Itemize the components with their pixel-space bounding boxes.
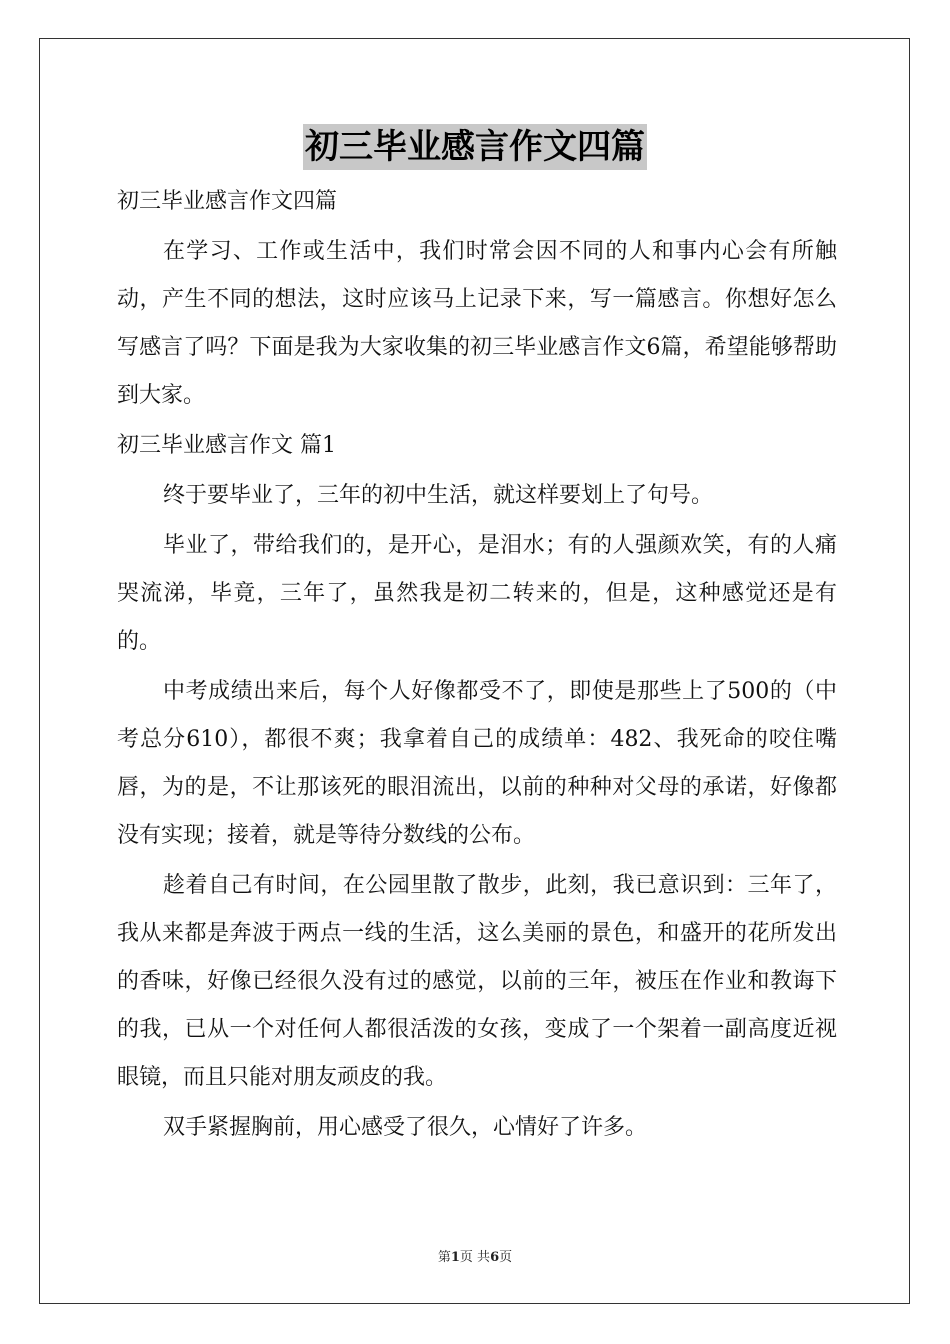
footer-suffix: 页 xyxy=(499,1250,513,1265)
body-paragraph: 毕业了，带给我们的，是开心，是泪水；有的人强颜欢笑，有的人痛哭流涕，毕竟，三年了，虽然我是初二转来的，但是，这种感觉还是有的。 xyxy=(117,533,837,654)
intro-paragraph: 在学习、工作或生活中，我们时常会因不同的人和事内心会有所触动，产生不同的想法，这时应该马上记录下来，写一篇感言。你想好怎么写感言了吗？下面是我为大家收集的初三毕业感言作文6篇，希望能够帮助到大家。 xyxy=(117,239,837,408)
document-title: 初三毕业感言作文四篇 xyxy=(303,124,647,170)
body-paragraph: 中考成绩出来后，每个人好像都受不了，即使是那些上了500的（中考总分610），都很不爽；我拿着自己的成绩单：482、我死命的咬住嘴唇，为的是，不让那该死的眼泪流出，以前的种种对父母的承诺，好像都没有实现；接着，就是等待分数线的公布。 xyxy=(117,679,837,848)
document-subtitle: 初三毕业感言作文四篇 xyxy=(117,189,338,214)
footer-mid: 页 共 xyxy=(459,1250,491,1265)
footer-prefix: 第 xyxy=(437,1250,451,1265)
page-footer xyxy=(0,1246,950,1265)
body-paragraph: 终于要毕业了，三年的初中生活，就这样要划上了句号。 xyxy=(163,483,714,508)
title-container xyxy=(0,124,950,170)
body-paragraph: 双手紧握胸前，用心感受了很久，心情好了许多。 xyxy=(163,1115,648,1140)
document-body xyxy=(117,178,837,1154)
body-paragraph: 趁着自己有时间，在公园里散了散步，此刻，我已意识到：三年了，我从来都是奔波于两点一线的生活，这么美丽的景色，和盛开的花所发出的香味，好像已经很久没有过的感觉，以前的三年，被压在作业和教诲下的我，已从一个对任何人都很活泼的女孩，变成了一个架着一副高度近视眼镜，而且只能对朋友顽皮的我。 xyxy=(117,873,837,1090)
section-heading: 初三毕业感言作文 篇1 xyxy=(117,433,336,458)
footer-current-page: 1 xyxy=(450,1250,460,1265)
footer-total-pages: 6 xyxy=(490,1250,500,1265)
